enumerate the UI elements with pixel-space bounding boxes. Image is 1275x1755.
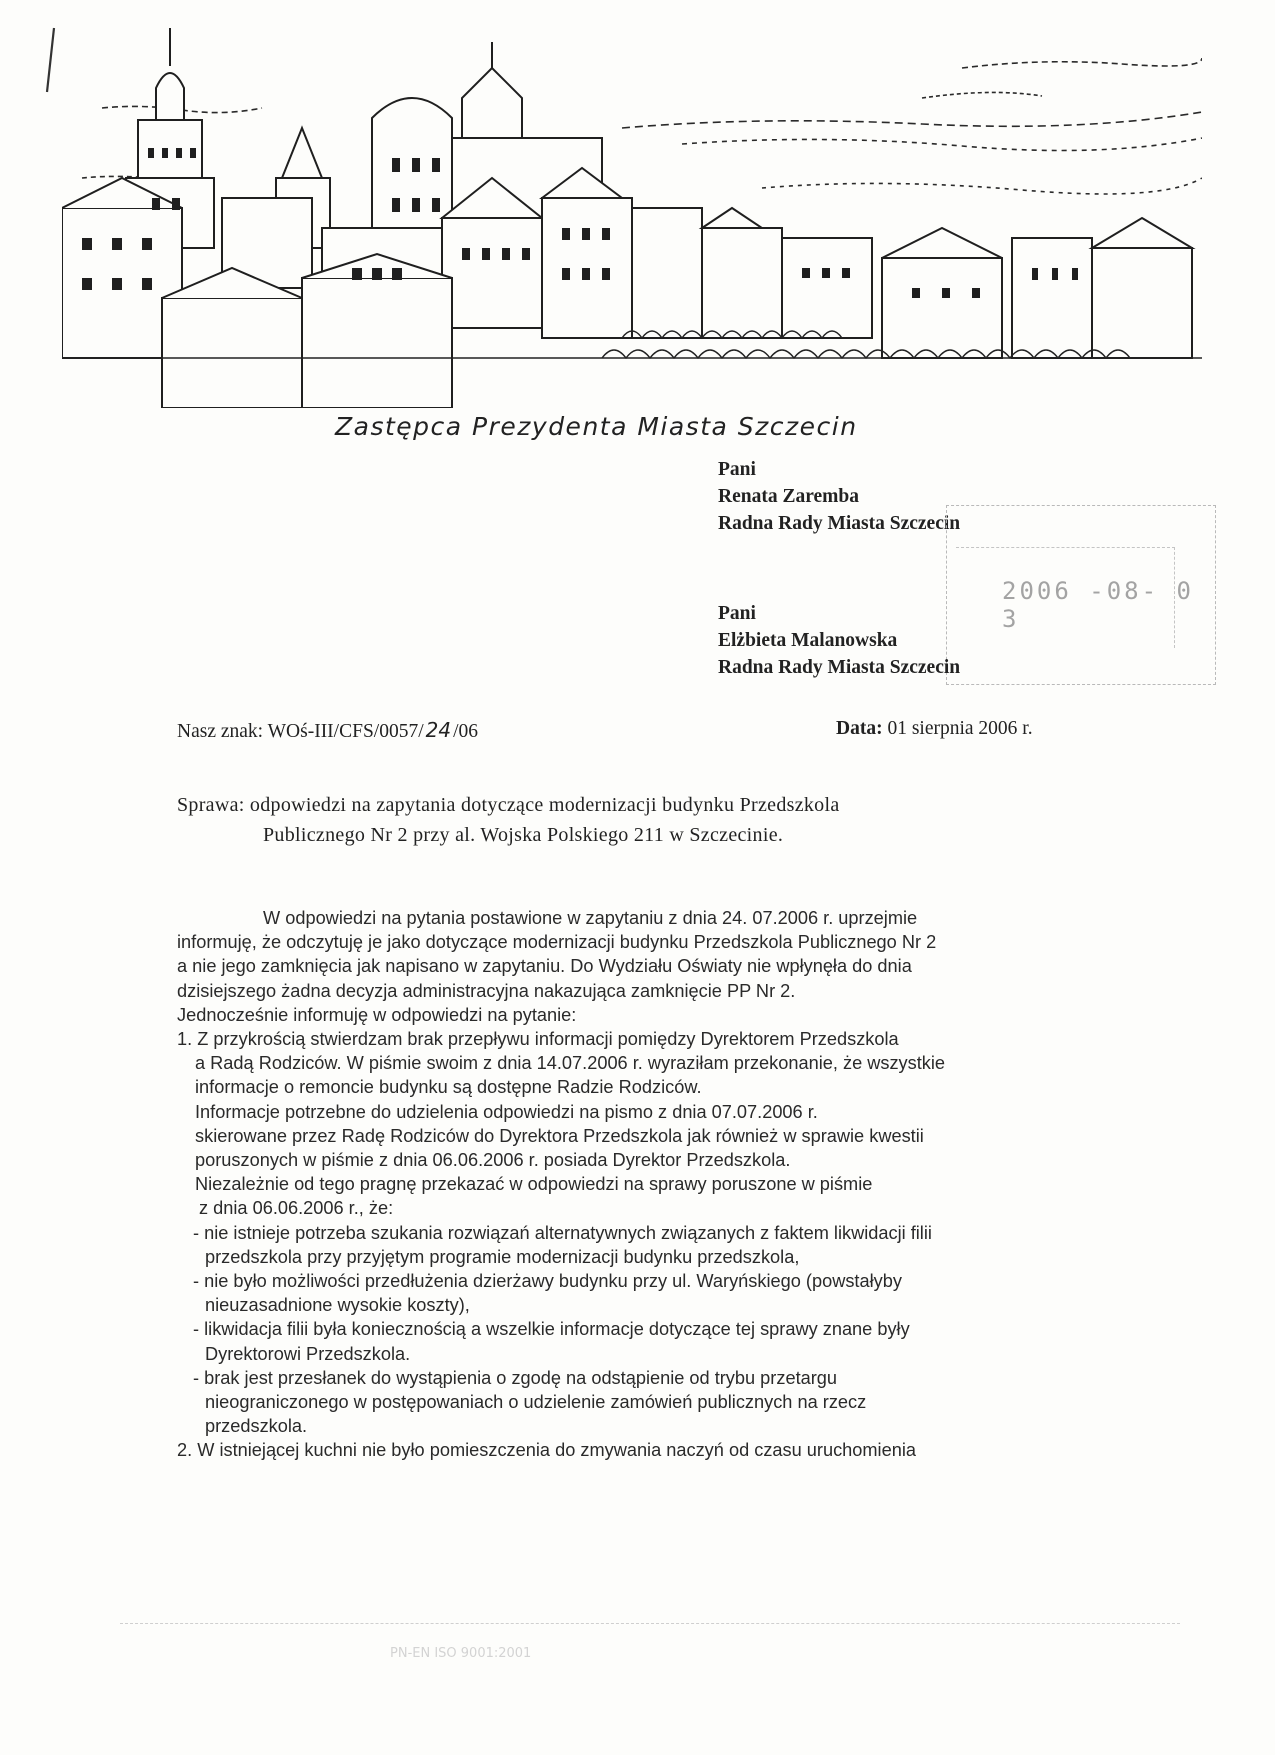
stamp-date: 2006 -08- 0 3 <box>1002 577 1194 633</box>
item-1-line: z dnia 06.06.2006 r., że: <box>199 1198 394 1219</box>
recipient-role: Radna Rady Miasta Szczecin <box>718 657 961 678</box>
bullet-line: nieograniczonego w postępowaniach o udzielenie zamówień publicznych na rzecz <box>205 1392 867 1413</box>
body-line: informuję, że odczytuję je jako dotyczące modernizacji budynku Przedszkola Publicznego Nr 2 <box>177 932 937 953</box>
bullet-line: - nie było możliwości przedłużenia dzierżawy budynku przy ul. Waryńskiego (powstałyby <box>193 1271 902 1292</box>
recipient-name: Renata Zaremba <box>718 486 860 507</box>
recipient-1 <box>718 456 960 537</box>
recipient-salutation: Pani <box>718 459 756 480</box>
item-1-line: skierowane przez Radę Rodziców do Dyrektora Przedszkola jak również w sprawie kwestii <box>195 1125 924 1146</box>
bullet-line: - nie istnieje potrzeba szukania rozwiązań alternatywnych związanych z faktem likwidacji filii <box>193 1222 932 1243</box>
item-1-line: 1. Z przykrością stwierdzam brak przepływu informacji pomiędzy Dyrektorem Przedszkola <box>177 1029 899 1050</box>
footer-divider <box>120 1623 1180 1624</box>
item-2-line: 2. W istniejącej kuchni nie było pomieszczenia do zmywania naczyń od czasu uruchomienia <box>177 1440 916 1461</box>
date-label: Data: <box>836 718 883 739</box>
date-value: 01 sierpnia 2006 r. <box>887 718 1033 739</box>
reference-label: Nasz znak: <box>177 721 264 742</box>
subject <box>177 790 1107 850</box>
footer-certification: PN-EN ISO 9001:2001 <box>390 1646 532 1661</box>
pen-mark <box>44 26 58 96</box>
item-1-line: informacje o remoncie budynku są dostępne Radzie Rodziców. <box>195 1077 702 1098</box>
subject-line-1: Sprawa: odpowiedzi na zapytania dotyczące modernizacji budynku Przedszkola <box>177 794 840 816</box>
bullet-line: - brak jest przesłanek do wystąpienia o zgodę na odstąpienie od trybu przetargu <box>193 1367 838 1388</box>
item-1-line: poruszonych w piśmie z dnia 06.06.2006 r. posiada Dyrektor Przedszkola. <box>195 1150 791 1171</box>
sender-title: Zastępca Prezydenta Miasta Szczecin <box>335 412 858 441</box>
reference-handwritten: 24 <box>425 718 452 742</box>
szczecin-skyline-drawing <box>62 28 1202 408</box>
recipient-role: Radna Rady Miasta Szczecin <box>718 513 961 534</box>
bullet-line: nieuzasadnione wysokie koszty), <box>205 1295 470 1316</box>
recipient-salutation: Pani <box>718 603 756 624</box>
body-line: a nie jego zamknięcia jak napisano w zapytaniu. Do Wydziału Oświaty nie wpłynęła do dnia <box>177 956 912 977</box>
body-line: Jednocześnie informuję w odpowiedzi na pytanie: <box>177 1004 577 1025</box>
reference-prefix: WOś-III/CFS/0057/ <box>267 721 424 742</box>
item-1-line: a Radą Rodziców. W piśmie swoim z dnia 14.07.2006 r. wyraziłam przekonanie, że wszystkie <box>195 1053 946 1074</box>
recipient-name: Elżbieta Malanowska <box>718 630 898 651</box>
bullet-line: przedszkola. <box>205 1416 308 1437</box>
reference-suffix: /06 <box>453 721 478 742</box>
received-stamp <box>946 505 1216 685</box>
letter-body <box>177 906 1157 1463</box>
reference-number <box>177 718 478 743</box>
item-1-line: Informacje potrzebne do udzielenia odpowiedzi na pismo z dnia 07.07.2006 r. <box>195 1101 818 1122</box>
letter-date <box>836 718 1033 740</box>
bullet-line: - likwidacja filii była koniecznością a wszelkie informacje dotyczące tej sprawy znane były <box>193 1319 910 1340</box>
recipient-2 <box>718 600 960 681</box>
bullet-line: Dyrektorowi Przedszkola. <box>205 1343 411 1364</box>
body-line: W odpowiedzi na pytania postawione w zapytaniu z dnia 24. 07.2006 r. uprzejmie <box>263 908 918 928</box>
body-line: dzisiejszego żadna decyzja administracyjna nakazująca zamknięcie PP Nr 2. <box>177 980 796 1001</box>
bullet-line: przedszkola przy przyjętym programie modernizacji budynku przedszkola, <box>205 1246 800 1267</box>
subject-line-2: Publicznego Nr 2 przy al. Wojska Polskiego 211 w Szczecinie. <box>263 824 784 846</box>
item-1-line: Niezależnie od tego pragnę przekazać w odpowiedzi na sprawy poruszone w piśmie <box>195 1174 873 1195</box>
